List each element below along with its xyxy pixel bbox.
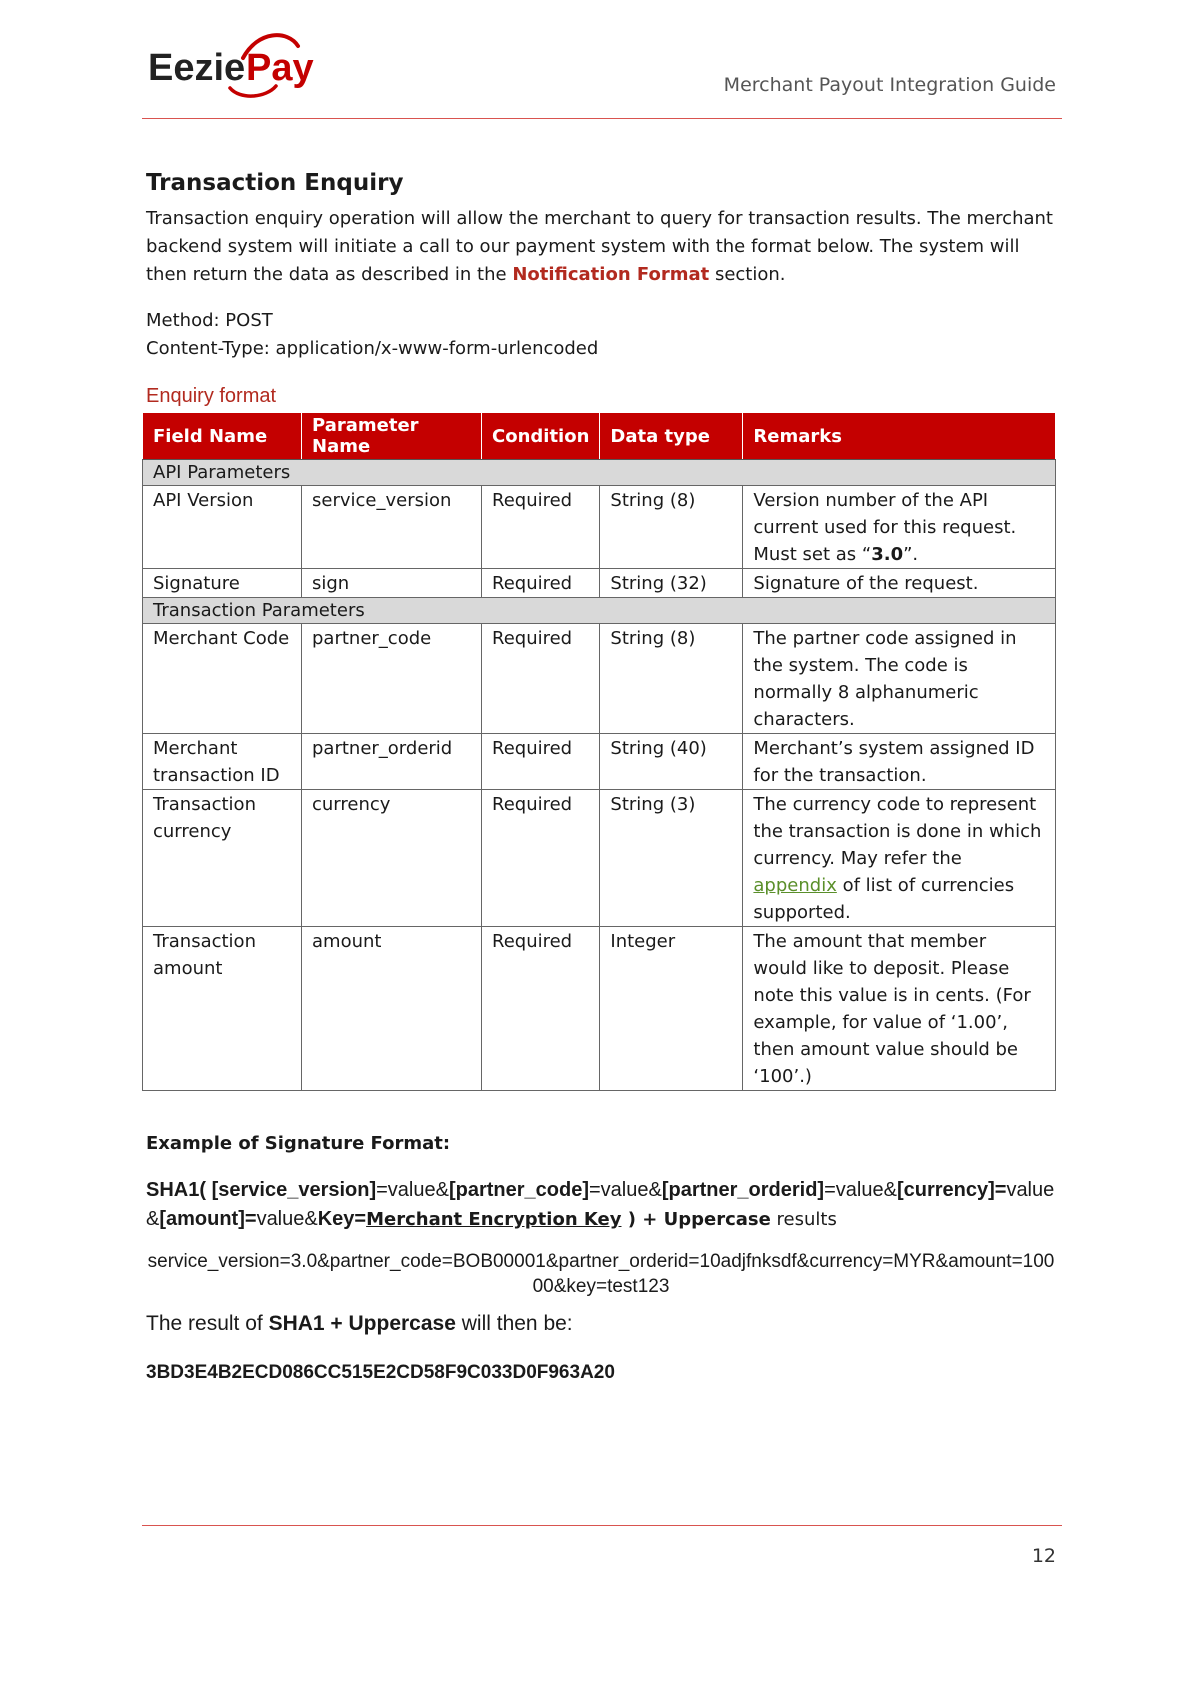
- cell-field: Merchant Code: [143, 624, 302, 734]
- notification-format-link[interactable]: Notification Format: [512, 264, 710, 285]
- formula-merchant-key: Merchant Encryption Key: [366, 1209, 622, 1230]
- header-divider: [142, 118, 1062, 119]
- table-title: Enquiry format: [146, 385, 277, 407]
- table-header-row: [143, 413, 1056, 460]
- section-intro: [146, 205, 1056, 289]
- page-number: 12: [1031, 1545, 1056, 1567]
- cell-field: Signature: [143, 569, 302, 598]
- group-row-transaction: [143, 598, 1056, 624]
- cell-type: Integer: [600, 927, 743, 1091]
- cell-param: service_version: [302, 486, 482, 569]
- formula-value: =value&: [589, 1179, 662, 1201]
- cell-param: partner_orderid: [302, 734, 482, 790]
- formula-partner-orderid: [partner_orderid]: [661, 1179, 825, 1201]
- cell-remark: Merchant’s system assigned ID for the transaction.: [743, 734, 1056, 790]
- cell-type: String (32): [600, 569, 743, 598]
- document-header-title: Merchant Payout Integration Guide: [723, 74, 1056, 96]
- cell-condition: Required: [482, 734, 600, 790]
- remark-bold: 3.0: [871, 544, 904, 565]
- svg-text:Eezie: Eezie: [148, 47, 246, 89]
- result-bold: SHA1 + Uppercase: [268, 1312, 456, 1335]
- formula-results: results: [770, 1209, 837, 1230]
- cell-param: amount: [302, 927, 482, 1091]
- remark-text: The currency code to represent the transaction is done in which currency. May refer the: [753, 794, 1042, 869]
- appendix-link[interactable]: appendix: [753, 875, 837, 896]
- signature-formula: [146, 1176, 1056, 1234]
- table-row: [143, 927, 1056, 1091]
- formula-value: value&: [256, 1208, 318, 1230]
- cell-remark: [743, 486, 1056, 569]
- table-row: [143, 569, 1056, 598]
- cell-condition: Required: [482, 624, 600, 734]
- signature-example: service_version=3.0&partner_code=BOB00001&partner_orderid=10adjfnksdf&currency=MYR&amount=10000&key=test123: [147, 1251, 1055, 1297]
- group-label: Transaction Parameters: [143, 598, 1056, 624]
- cell-param: currency: [302, 790, 482, 927]
- cell-param: sign: [302, 569, 482, 598]
- group-label: API Parameters: [143, 460, 1056, 486]
- header-data-type: Data type: [600, 413, 743, 460]
- cell-field: Transaction currency: [143, 790, 302, 927]
- header-parameter-name: Parameter Name: [302, 413, 482, 460]
- method-line: Method: POST: [146, 310, 273, 331]
- group-row-api: [143, 460, 1056, 486]
- intro-text-end: section.: [709, 264, 786, 285]
- cell-field: Transaction amount: [143, 927, 302, 1091]
- formula-key: Key=: [317, 1208, 367, 1230]
- cell-remark: Signature of the request.: [743, 569, 1056, 598]
- formula-sha: SHA1(: [146, 1179, 212, 1201]
- header-field-name: Field Name: [143, 413, 302, 460]
- cell-field: API Version: [143, 486, 302, 569]
- result-text: The result of: [146, 1312, 269, 1335]
- method-block: [146, 307, 1056, 363]
- cell-param: partner_code: [302, 624, 482, 734]
- enquiry-format-table: [142, 412, 1056, 1091]
- section-heading: Transaction Enquiry: [146, 170, 404, 196]
- eeziepay-logo: [148, 28, 348, 108]
- intro-text: Transaction enquiry operation will allow the merchant to query for transaction results. The merchant backend system will initiate a call to our payment system with the format below. The system will then return the data as described in the: [146, 208, 1053, 285]
- cell-condition: Required: [482, 569, 600, 598]
- cell-type: String (8): [600, 624, 743, 734]
- signature-format-title: Example of Signature Format:: [146, 1133, 451, 1154]
- cell-remark: [743, 790, 1056, 927]
- table-row: [143, 734, 1056, 790]
- table-row: [143, 624, 1056, 734]
- cell-type: String (8): [600, 486, 743, 569]
- cell-type: String (40): [600, 734, 743, 790]
- remark-text: Version number of the API current used for this request. Must set as “: [753, 490, 1017, 565]
- formula-uppercase: Uppercase: [663, 1209, 771, 1230]
- cell-condition: Required: [482, 790, 600, 927]
- svg-text:Pay: Pay: [246, 47, 314, 89]
- cell-condition: Required: [482, 486, 600, 569]
- formula-value: =value&: [824, 1179, 897, 1201]
- formula-value: =value&: [376, 1179, 449, 1201]
- table-row: [143, 486, 1056, 569]
- table-row: [143, 790, 1056, 927]
- footer-divider: [142, 1525, 1062, 1526]
- header-condition: Condition: [482, 413, 600, 460]
- content-type-line: Content-Type: application/x-www-form-urlencoded: [146, 338, 599, 359]
- cell-type: String (3): [600, 790, 743, 927]
- formula-service-version: [service_version]: [211, 1179, 377, 1201]
- remark-text-end: ”.: [903, 544, 919, 565]
- formula-amount: [amount]=: [159, 1208, 257, 1230]
- remark-text-end: of list of currencies supported.: [753, 875, 1015, 923]
- cell-remark: The amount that member would like to deposit. Please note this value is in cents. (For example, for value of ‘1.00’, then amount value should be ‘100’.): [743, 927, 1056, 1091]
- cell-remark: The partner code assigned in the system. The code is normally 8 alphanumeric characters.: [743, 624, 1056, 734]
- result-line: [146, 1312, 1056, 1336]
- cell-condition: Required: [482, 927, 600, 1091]
- formula-currency: [currency]=: [896, 1179, 1007, 1201]
- result-hash: 3BD3E4B2ECD086CC515E2CD58F9C033D0F963A20: [146, 1362, 615, 1383]
- formula-partner-code: [partner_code]: [448, 1179, 589, 1201]
- main-content: [146, 170, 1056, 1384]
- cell-field: Merchant transaction ID: [143, 734, 302, 790]
- formula-value: value&: [146, 1179, 1055, 1230]
- result-text-end: will then be:: [455, 1312, 573, 1335]
- formula-close: ) +: [621, 1209, 664, 1230]
- header-remarks: Remarks: [743, 413, 1056, 460]
